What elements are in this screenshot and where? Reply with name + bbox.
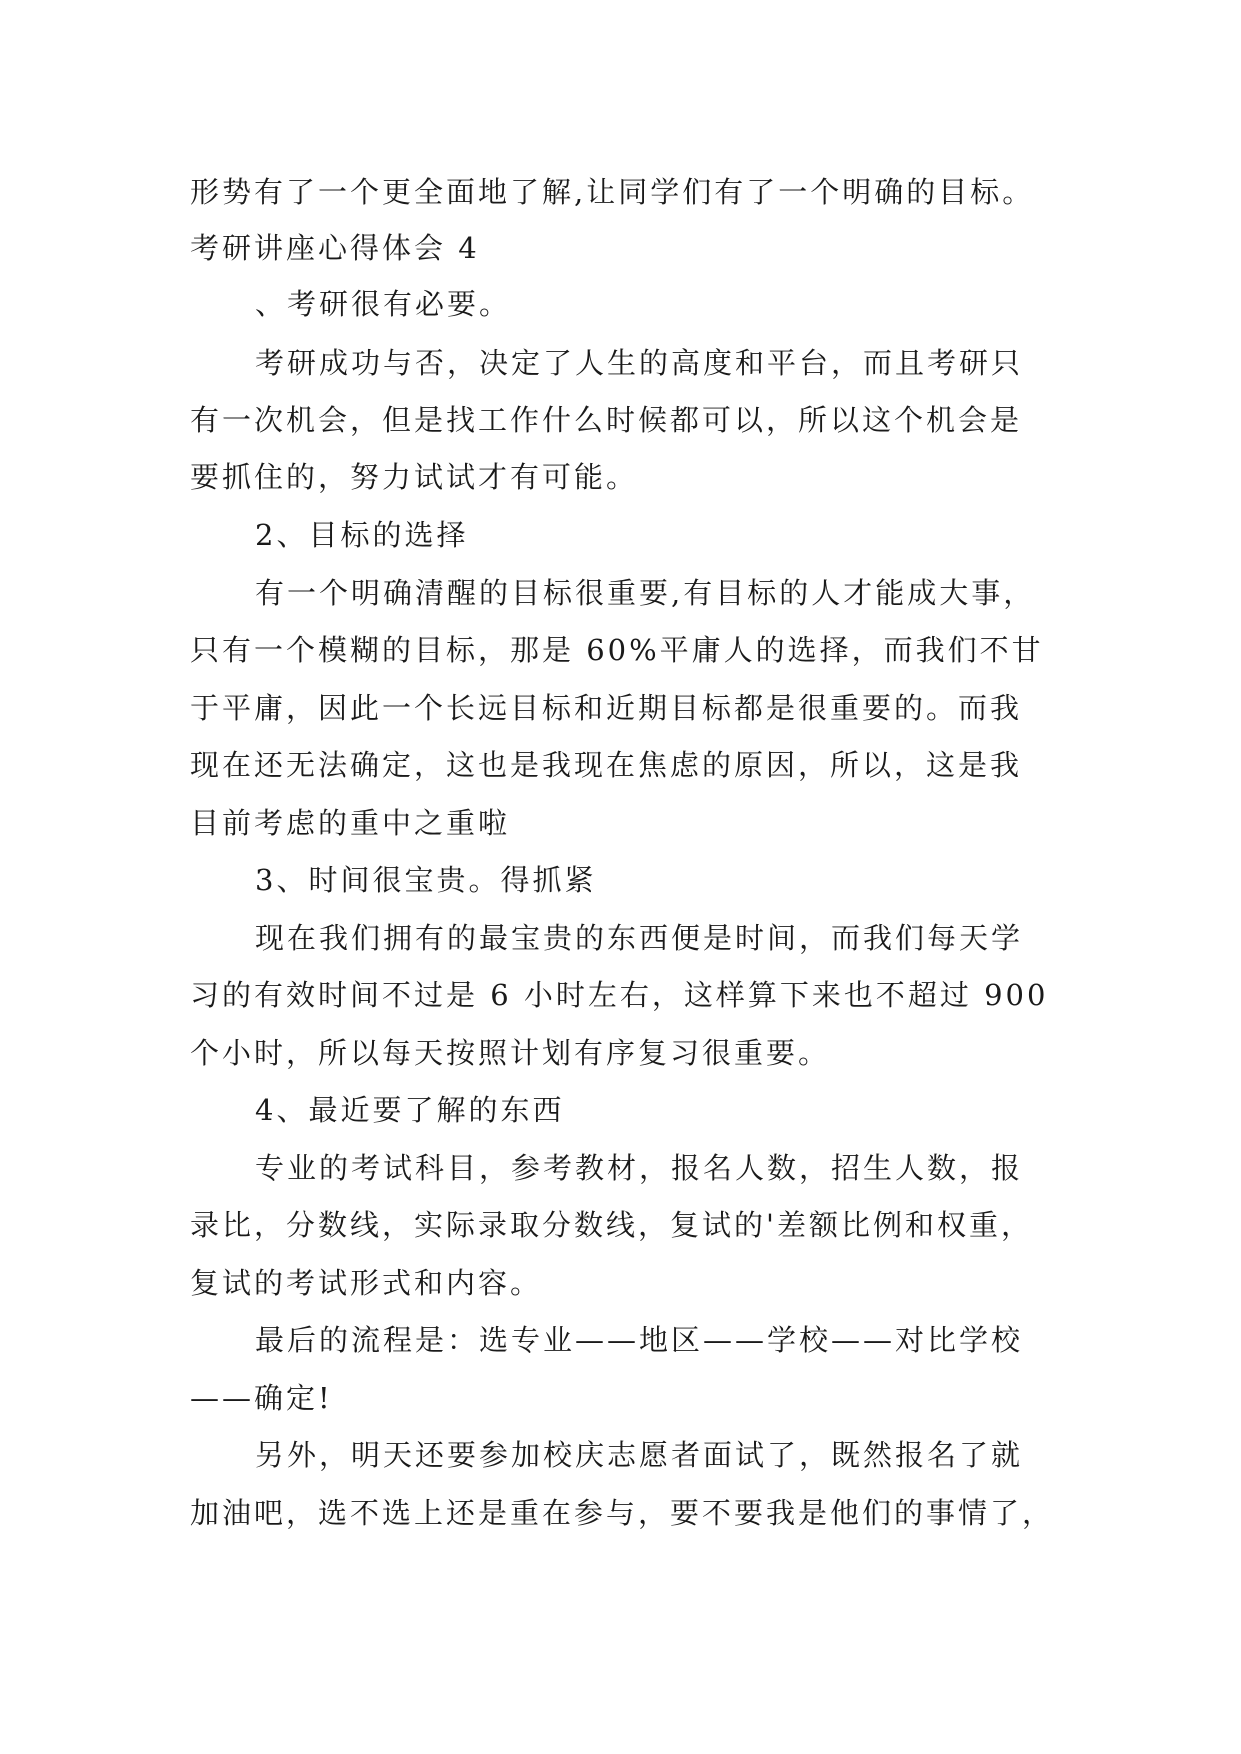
paragraph-line: 目前考虑的重中之重啦 xyxy=(190,806,511,840)
paragraph-line: 最后的流程是：选专业——地区——学校——对比学校 xyxy=(255,1323,1024,1357)
paragraph-line: 只有一个模糊的目标，那是 60%平庸人的选择，而我们不甘 xyxy=(190,633,1044,667)
paragraph-line: 于平庸，因此一个长远目标和近期目标都是很重要的。而我 xyxy=(190,691,1023,725)
paragraph-line: 录比，分数线，实际录取分数线，复试的'差额比例和权重， xyxy=(190,1208,1033,1242)
paragraph-line: 复试的考试形式和内容。 xyxy=(190,1266,543,1300)
list-heading: 4、最近要了解的东西 xyxy=(255,1093,565,1127)
paragraph-line: 专业的考试科目，参考教材，报名人数，招生人数，报 xyxy=(255,1151,1024,1185)
section-heading: 考研讲座心得体会 4 xyxy=(190,231,480,265)
paragraph-line: 要抓住的，努力试试才有可能。 xyxy=(190,460,639,494)
list-heading: 3、时间很宝贵。得抓紧 xyxy=(255,863,597,897)
list-heading: 2、目标的选择 xyxy=(255,518,469,552)
paragraph-line: 习的有效时间不过是 6 小时左右，这样算下来也不超过 900 xyxy=(190,978,1049,1012)
list-heading: 、考研很有必要。 xyxy=(255,287,512,321)
paragraph-line: 考研成功与否，决定了人生的高度和平台，而且考研只 xyxy=(255,346,1024,380)
paragraph-line: 有一次机会，但是找工作什么时候都可以，所以这个机会是 xyxy=(190,403,1023,437)
paragraph-line: ——确定! xyxy=(190,1381,333,1415)
paragraph-line: 现在还无法确定，这也是我现在焦虑的原因，所以，这是我 xyxy=(190,748,1023,782)
paragraph-line: 另外，明天还要参加校庆志愿者面试了，既然报名了就 xyxy=(255,1438,1024,1472)
paragraph-line: 形势有了一个更全面地了解,让同学们有了一个明确的目标。 xyxy=(190,175,1035,209)
paragraph-line: 现在我们拥有的最宝贵的东西便是时间，而我们每天学 xyxy=(255,921,1024,955)
paragraph-line: 有一个明确清醒的目标很重要,有目标的人才能成大事， xyxy=(255,576,1036,610)
paragraph-line: 加油吧，选不选上还是重在参与，要不要我是他们的事情了， xyxy=(190,1496,1055,1530)
paragraph-line: 个小时，所以每天按照计划有序复习很重要。 xyxy=(190,1036,831,1070)
